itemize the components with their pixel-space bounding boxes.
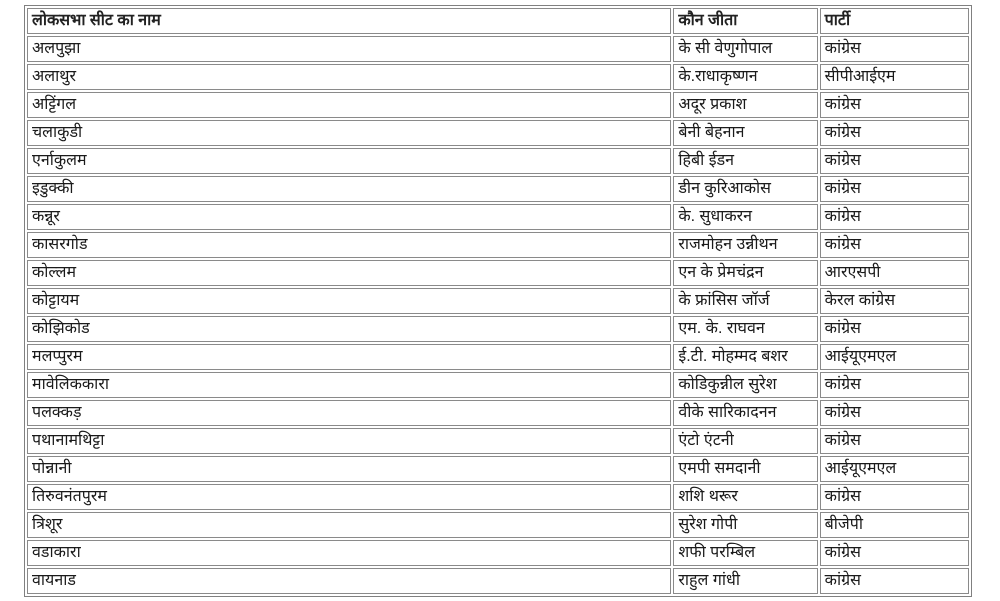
- cell-winner: एंटो एंटनी: [673, 428, 817, 454]
- cell-winner: के सी वेणुगोपाल: [673, 36, 817, 62]
- cell-seat-name: पलक्कड़: [27, 400, 671, 426]
- cell-winner: डीन कुरिआकोस: [673, 176, 817, 202]
- cell-winner: राहुल गांधी: [673, 568, 817, 594]
- cell-winner: के फ्रांसिस जॉर्ज: [673, 288, 817, 314]
- cell-party: कांग्रेस: [820, 400, 969, 426]
- results-table-container: [24, 5, 972, 597]
- cell-seat-name: कोल्लम: [27, 260, 671, 286]
- cell-party: कांग्रेस: [820, 540, 969, 566]
- cell-seat-name: मावेलिककारा: [27, 372, 671, 398]
- table-row: [27, 484, 969, 510]
- cell-winner: ई.टी. मोहम्मद बशर: [673, 344, 817, 370]
- table-row: [27, 92, 969, 118]
- table-body: [27, 36, 969, 594]
- cell-seat-name: अलाथुर: [27, 64, 671, 90]
- cell-party: कांग्रेस: [820, 484, 969, 510]
- cell-party: कांग्रेस: [820, 36, 969, 62]
- cell-party: कांग्रेस: [820, 232, 969, 258]
- cell-winner: राजमोहन उन्नीथन: [673, 232, 817, 258]
- table-row: [27, 316, 969, 342]
- cell-seat-name: वडाकारा: [27, 540, 671, 566]
- table-row: [27, 260, 969, 286]
- table-row: [27, 148, 969, 174]
- cell-winner: के.राधाकृष्णन: [673, 64, 817, 90]
- cell-seat-name: अलपुझा: [27, 36, 671, 62]
- cell-seat-name: वायनाड: [27, 568, 671, 594]
- header-seat-name: लोकसभा सीट का नाम: [27, 8, 671, 34]
- results-table: [24, 5, 972, 597]
- table-row: [27, 568, 969, 594]
- table-row: [27, 540, 969, 566]
- cell-party: कांग्रेस: [820, 204, 969, 230]
- cell-seat-name: तिरुवनंतपुरम: [27, 484, 671, 510]
- cell-winner: एम. के. राघवन: [673, 316, 817, 342]
- cell-party: आईयूएमएल: [820, 344, 969, 370]
- cell-seat-name: कोट्टायम: [27, 288, 671, 314]
- cell-party: कांग्रेस: [820, 120, 969, 146]
- cell-seat-name: कासरगोड: [27, 232, 671, 258]
- cell-seat-name: त्रिशूर: [27, 512, 671, 538]
- cell-seat-name: कोझिकोड: [27, 316, 671, 342]
- cell-winner: एमपी समदानी: [673, 456, 817, 482]
- cell-seat-name: पथानामथिट्टा: [27, 428, 671, 454]
- cell-party: सीपीआईएम: [820, 64, 969, 90]
- table-row: [27, 344, 969, 370]
- cell-winner: अदूर प्रकाश: [673, 92, 817, 118]
- cell-party: कांग्रेस: [820, 92, 969, 118]
- cell-seat-name: एर्नाकुलम: [27, 148, 671, 174]
- cell-winner: के. सुधाकरन: [673, 204, 817, 230]
- cell-seat-name: अट्टिंगल: [27, 92, 671, 118]
- table-row: [27, 232, 969, 258]
- table-row: [27, 288, 969, 314]
- cell-party: केरल कांग्रेस: [820, 288, 969, 314]
- cell-seat-name: पोन्नानी: [27, 456, 671, 482]
- cell-winner: हिबी ईडन: [673, 148, 817, 174]
- table-row: [27, 372, 969, 398]
- cell-party: कांग्रेस: [820, 316, 969, 342]
- cell-winner: एन के प्रेमचंद्रन: [673, 260, 817, 286]
- table-row: [27, 64, 969, 90]
- cell-party: कांग्रेस: [820, 148, 969, 174]
- cell-party: कांग्रेस: [820, 568, 969, 594]
- table-row: [27, 120, 969, 146]
- cell-party: कांग्रेस: [820, 176, 969, 202]
- cell-winner: वीके सारिकादनन: [673, 400, 817, 426]
- cell-winner: सुरेश गोपी: [673, 512, 817, 538]
- header-party: पार्टी: [820, 8, 969, 34]
- cell-winner: कोडिकुन्नील सुरेश: [673, 372, 817, 398]
- table-header-row: [27, 8, 969, 34]
- cell-seat-name: इडुक्की: [27, 176, 671, 202]
- table-row: [27, 176, 969, 202]
- table-row: [27, 456, 969, 482]
- cell-winner: शफी परम्बिल: [673, 540, 817, 566]
- cell-party: बीजेपी: [820, 512, 969, 538]
- cell-party: कांग्रेस: [820, 428, 969, 454]
- cell-winner: बेनी बेहनान: [673, 120, 817, 146]
- table-row: [27, 400, 969, 426]
- cell-party: आरएसपी: [820, 260, 969, 286]
- cell-party: आईयूएमएल: [820, 456, 969, 482]
- cell-seat-name: चलाकुडी: [27, 120, 671, 146]
- table-row: [27, 36, 969, 62]
- cell-seat-name: मलप्पुरम: [27, 344, 671, 370]
- cell-winner: शशि थरूर: [673, 484, 817, 510]
- cell-seat-name: कन्नूर: [27, 204, 671, 230]
- table-row: [27, 512, 969, 538]
- header-winner: कौन जीता: [673, 8, 817, 34]
- table-row: [27, 204, 969, 230]
- table-row: [27, 428, 969, 454]
- cell-party: कांग्रेस: [820, 372, 969, 398]
